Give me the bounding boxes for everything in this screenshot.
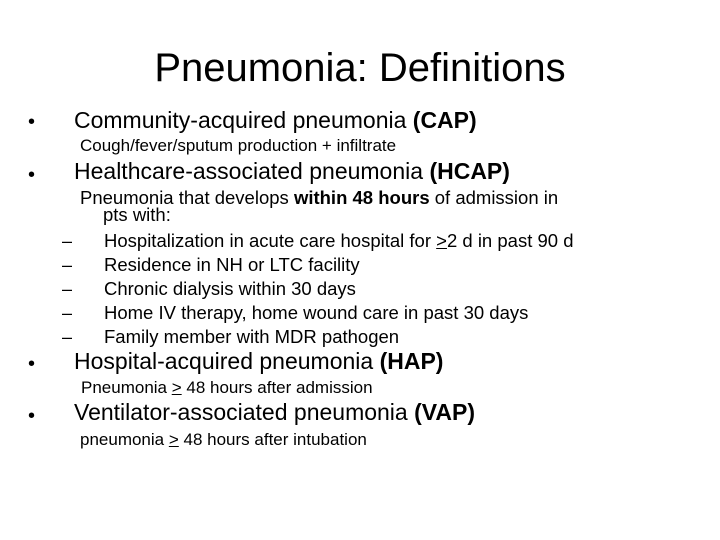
cap-label: Community-acquired pneumonia [74,107,413,133]
hap-desc-symbol: > [171,378,182,397]
vap-description [80,429,367,450]
hcap-criterion-4: Home IV therapy, home wound care in past 30 days [104,302,529,323]
hap-heading [74,347,443,375]
dash-4: – [62,303,73,323]
vap-desc-post: 48 hours after intubation [178,430,367,449]
criterion-1-post: 2 d in past 90 d [446,230,574,251]
hcap-abbr: (HCAP) [429,158,510,184]
hcap-heading [74,157,510,185]
hcap-desc-post: of admission in [429,187,559,208]
hcap-label: Healthcare-associated pneumonia [74,158,430,184]
hap-label: Hospital-acquired pneumonia [74,348,380,374]
cap-description: Cough/fever/sputum production + infiltrate [80,136,397,155]
hcap-desc-pre: Pneumonia that develops [80,187,294,208]
hap-abbr: (HAP) [379,348,444,374]
cap-heading [74,106,477,134]
criterion-1-symbol: > [436,230,447,251]
dash-3: – [62,279,73,299]
bullet-hap: • [28,353,36,375]
slide-title: Pneumonia: Definitions [154,46,566,90]
vap-desc-pre: pneumonia [80,430,169,449]
hcap-criterion-2: Residence in NH or LTC facility [104,254,360,275]
hap-description [81,377,373,398]
dash-1: – [62,231,73,251]
bullet-vap: • [28,405,36,427]
hcap-description-line2: pts with: [103,204,171,225]
hap-desc-pre: Pneumonia [81,378,172,397]
hcap-criterion-3: Chronic dialysis within 30 days [104,278,356,299]
vap-heading [74,398,475,426]
hap-desc-post: 48 hours after admission [181,378,373,397]
criterion-1-pre: Hospitalization in acute care hospital for [104,230,437,251]
dash-2: – [62,255,73,275]
vap-desc-symbol: > [168,430,179,449]
hcap-criterion-1 [104,230,573,252]
cap-abbr: (CAP) [412,107,477,133]
dash-5: – [62,327,73,347]
vap-abbr: (VAP) [414,399,476,425]
vap-label: Ventilator-associated pneumonia [74,399,415,425]
bullet-hcap: • [28,164,36,186]
hcap-desc-bold: within 48 hours [293,187,430,208]
hcap-criterion-5: Family member with MDR pathogen [104,326,400,347]
bullet-cap: • [28,111,36,133]
